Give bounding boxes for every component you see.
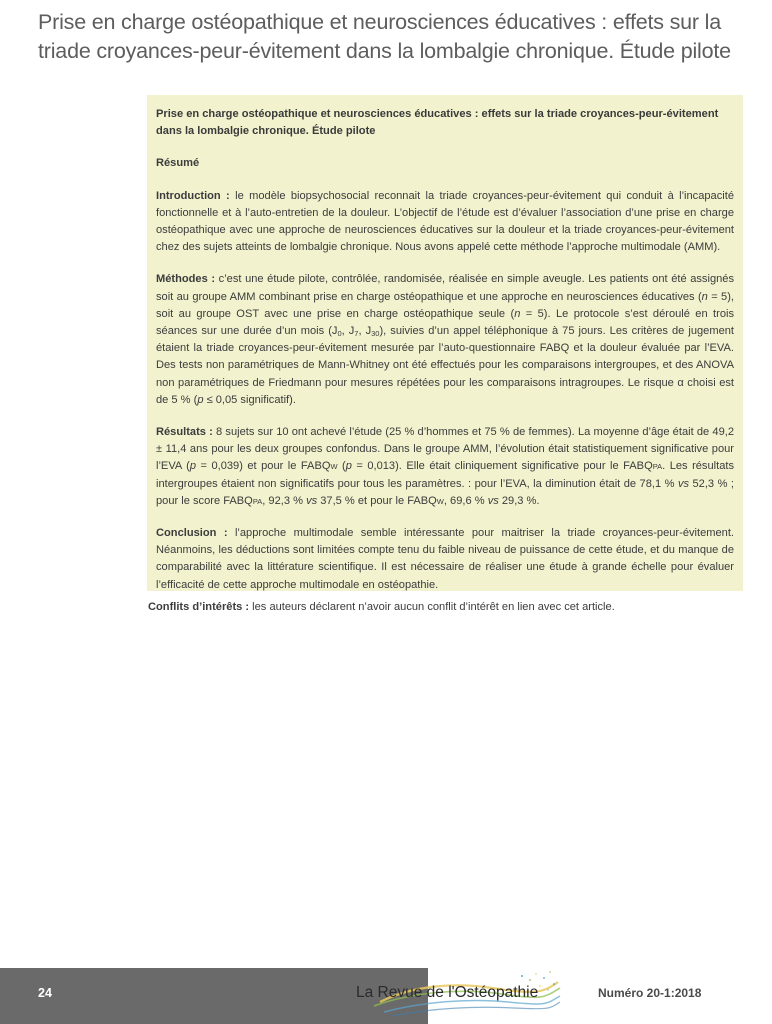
introduction-paragraph bbox=[156, 188, 734, 257]
methodes-text: , J bbox=[341, 325, 355, 338]
small-caps-suffix: PA bbox=[652, 462, 663, 472]
resultats-text: ( bbox=[337, 460, 346, 473]
math-variable: n bbox=[514, 307, 521, 320]
math-variable: p bbox=[189, 460, 197, 473]
subscript: 0 bbox=[337, 329, 342, 339]
small-caps-suffix: W bbox=[330, 462, 338, 472]
conclusion-paragraph bbox=[156, 525, 734, 594]
resultats-text: , 69,6 % bbox=[443, 494, 488, 507]
methodes-text: = 5), soit au groupe OST avec une prise en charge ostéopathique seule ( bbox=[156, 290, 734, 320]
introduction-label: Introduction : bbox=[156, 189, 230, 202]
math-variable: n bbox=[701, 290, 708, 303]
methodes-text: ), suivies d’un appel téléphonique à 75 jours. Les critères de jugement étaient la triade croyances-peur-évitement mesurée par l’auto-questionnaire FABQ et la douleur évaluée par l’EVA. Des tests non paramétriques de Mann-Whitney ont été effectués pour les comparaisons intergroupes, et des ANOVA non paramétriques de Friedmann pour mesures répétées pour les comparaisons intragroupes. Le risque α choisi est de 5 % ( bbox=[156, 325, 735, 406]
resultats-text: = 0,013). Elle était cliniquement significative pour le FABQ bbox=[351, 460, 653, 473]
resultats-text: 52,3 % ; pour le score FABQ bbox=[156, 477, 734, 507]
methodes-text: ≤ 0,05 significatif). bbox=[203, 393, 296, 406]
methodes-label: Méthodes : bbox=[156, 273, 216, 286]
subscript: 7 bbox=[354, 329, 359, 339]
subscript: 30 bbox=[371, 329, 380, 339]
resultats-text: 8 sujets sur 10 ont achevé l’étude (25 % d’hommes et 75 % de femmes). La moyenne d’âge était de 49,2 ± 11,4 ans pour les deux groupes confondus. Dans le groupe AMM, l’évolution était statistiquement significative pour l’EVA ( bbox=[156, 426, 734, 473]
page-number: 24 bbox=[38, 986, 52, 1000]
page-footer bbox=[0, 968, 772, 1024]
math-variable: p bbox=[197, 393, 204, 406]
small-caps-suffix: W bbox=[436, 496, 444, 506]
conflicts-text: les auteurs déclarent n’avoir aucun conflit d’intérêt en lien avec cet article. bbox=[249, 601, 615, 613]
resultats-label: Résultats : bbox=[156, 426, 213, 439]
resultats-text: , 92,3 % bbox=[262, 494, 307, 507]
versus-word: vs bbox=[306, 494, 318, 507]
resultats-text: 37,5 % et pour le FABQ bbox=[317, 494, 437, 507]
resultats-text: 29,3 %. bbox=[498, 494, 540, 507]
introduction-text: le modèle biopsychosocial reconnait la triade croyances-peur-évitement qui conduit à l’incapacité fonctionnelle et à l’auto-entretien de la douleur. L’objectif de l’étude est d’évaluer l’association d’une prise en charge ostéopathique avec une approche de neurosciences éducatives sur la douleur et la triade croyances-peur-évitement chez des sujets atteints de lombalgie chronique. Nous avons appelé cette méthode l’approche multimodale (AMM). bbox=[156, 189, 734, 254]
methodes-text: , J bbox=[358, 325, 372, 338]
methodes-text: c’est une étude pilote, contrôlée, randomisée, réalisée en simple aveugle. Les patients ont été assignés soit au groupe AMM combinant prise en charge ostéopathique et une approche en neurosciences éducatives ( bbox=[156, 273, 734, 303]
methodes-paragraph bbox=[156, 271, 734, 409]
journal-name: La Revue de l'Ostéopathie bbox=[356, 984, 539, 1001]
versus-word: vs bbox=[677, 477, 690, 490]
abstract-box bbox=[147, 95, 743, 591]
small-caps-suffix: PA bbox=[252, 496, 263, 506]
page-header-title: Prise en charge ostéopathique et neurosciences éducatives : effets sur la triade croyances-peur-évitement dans la lombalgie chronique. Étude pilote bbox=[38, 10, 731, 63]
abstract-title: Prise en charge ostéopathique et neurosciences éducatives : effets sur la triade croyances-peur-évitement dans la lombalgie chronique. Étude pilote bbox=[156, 108, 719, 138]
conflicts-of-interest bbox=[148, 599, 748, 616]
resultats-paragraph bbox=[156, 424, 734, 510]
resume-heading: Résumé bbox=[156, 157, 200, 170]
conflicts-label: Conflits d’intérêts : bbox=[148, 601, 250, 613]
conclusion-text: l’approche multimodale semble intéressante pour maitriser la triade croyances-peur-évitement. Néanmoins, les déductions sont limitées compte tenu du faible niveau de puissance de cette étude, et du manque de comparabilité avec la littérature scientifique. Il est nécessaire de réaliser une étude à grande échelle pour évaluer l’efficacité de cette approche multimodale en ostéopathie. bbox=[156, 527, 734, 591]
versus-word: vs bbox=[487, 494, 499, 507]
methodes-text: = 5). Le protocole s’est déroulé en trois séances sur une durée d’un mois (J bbox=[156, 307, 734, 338]
math-variable: p bbox=[345, 460, 352, 473]
issue-number: Numéro 20-1:2018 bbox=[598, 986, 702, 1000]
resultats-text: . Les résultats intergroupes étaient non significatifs pour tous les paramètres. : pour l’EVA, la diminution était de 78,1 % bbox=[156, 460, 734, 490]
resultats-text: = 0,039) et pour le FABQ bbox=[196, 460, 331, 473]
conclusion-label: Conclusion : bbox=[156, 527, 228, 540]
